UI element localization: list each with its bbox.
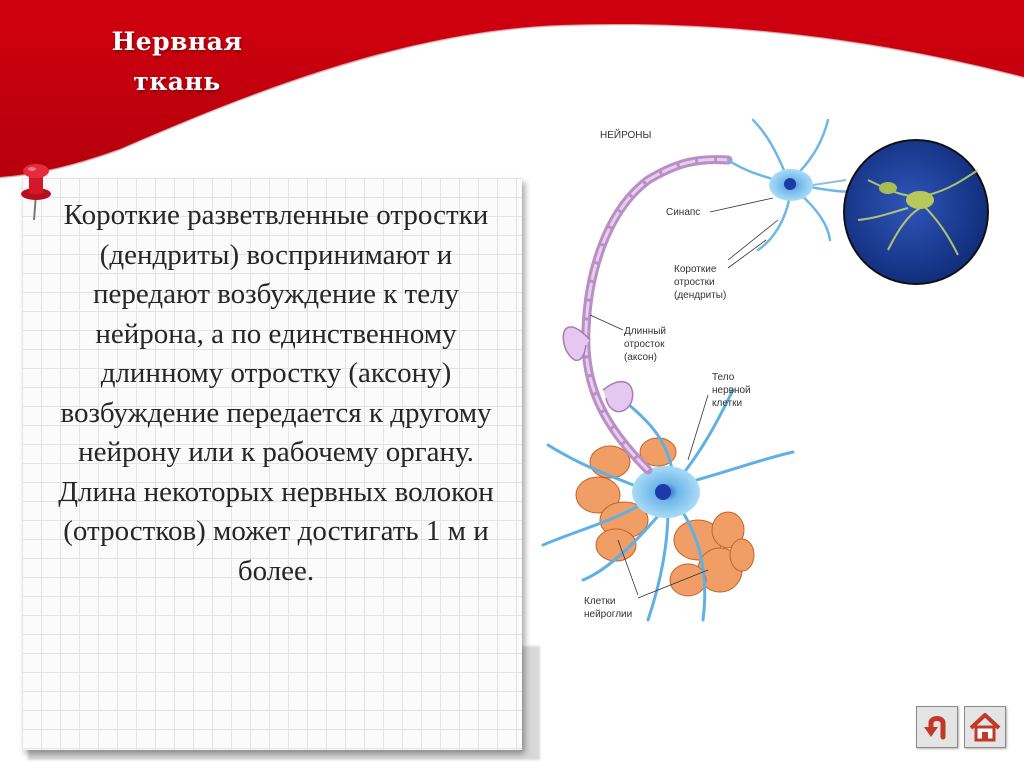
label-axon-2: отросток [624,339,665,350]
home-icon [965,707,1005,747]
neuron-diagram [528,100,998,655]
label-body-1: Тело [712,372,735,383]
u-turn-arrow-icon [917,707,957,747]
label-axon-3: (аксон) [624,352,657,363]
label-synapse: Синапс [666,207,701,218]
micrograph-circle [844,140,988,284]
diagram-heading: НЕЙРОНЫ [600,130,652,141]
label-axon-1: Длинный [624,326,667,337]
label-dendrites-3: (дендриты) [674,290,727,301]
label-glia-2: нейроглии [584,609,633,620]
back-button[interactable] [916,706,958,748]
label-body-3: клетки [712,398,743,409]
label-dendrites-1: Короткие [674,264,717,275]
label-body-2: нервной [712,385,751,396]
axon [586,160,728,470]
label-glia-1: Клетки [584,596,616,607]
label-dendrites-2: отростки [674,277,715,288]
pushpin-icon [14,160,58,222]
slide-body-text: Короткие разветвленные отростки (дендриты) воспринимают и передают возбуждение к телу нейрона, а по единственному длинному отростку (аксону) возбуждение передается к другому нейрону или к рабочему органу. Длина некоторых нервных волокон (отростков) может достигать 1 м и более. [58,199,494,587]
home-button[interactable] [964,706,1006,748]
slide-title: Нервная ткань [111,27,243,96]
